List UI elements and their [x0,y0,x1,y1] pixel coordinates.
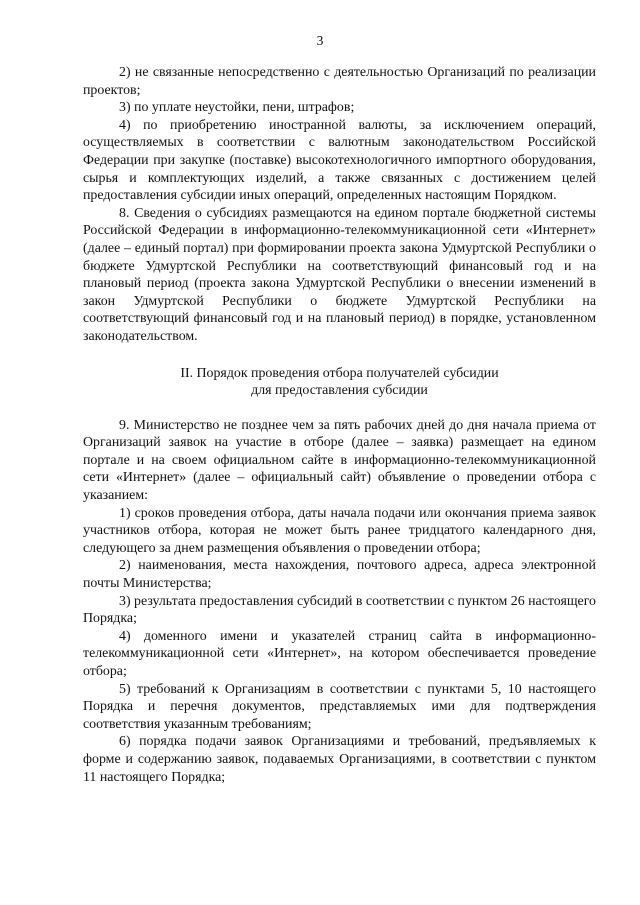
paragraph-item-2: 2) не связанные непосредственно с деятельностью Организаций по реализации проектов; [83,65,596,98]
section-heading [83,365,596,400]
paragraph-item-4: 4) по приобретению иностранной валюты, за исключением операций, осуществляемых в соответствии с валютным законодательством Российской Федерации при закупке (поставке) высокотехнологичного импортного оборудования, сырья и комплектующих изделий, а также связанных с достижением целей предоставления субсидии иных операций, определенных настоящим Порядком. [83,117,596,204]
paragraph-subitem-4: 4) доменного имени и указателей страниц сайта в информационно-телекоммуникационной сети «Интернет», на котором обеспечивается проведение отбора; [83,628,596,679]
paragraph-subitem-1: 1) сроков проведения отбора, даты начала подачи или окончания приема заявок участников отбора, которая не может быть ранее тридцатого календарного дня, следующего за днем размещения объявления о проведении отбора; [83,505,596,556]
section-heading-line-2: для предоставления субсидии [251,383,428,399]
paragraph-item-3: 3) по уплате неустойки, пени, штрафов; [119,100,355,116]
page-number: 3 [316,33,324,48]
paragraph-clause-9: 9. Министерство не позднее чем за пять рабочих дней до дня начала приема от Организаций заявок на участие в отборе (далее – заявка) размещает на едином портале и на своем официальном сайте в информационно-телекоммуникационной сети «Интернет» (далее – официальный сайт) объявление о проведении отбора с указанием: [83,417,596,504]
paragraph-subitem-6: 6) порядка подачи заявок Организациями и требований, предъявляемых к форме и содержанию заявок, подаваемых Организациями, в соответствии с пунктом 11 настоящего Порядка; [83,734,596,785]
paragraph-subitem-2: 2) наименования, места нахождения, почтового адреса, адреса электронной почты Министерства; [83,558,596,592]
section-heading-line-1: II. Порядок проведения отбора получателей субсидии [180,365,499,381]
paragraph-clause-8: 8. Сведения о субсидиях размещаются на едином портале бюджетной системы Российской Федерации в информационно-телекоммуникационной сети «Интернет» (далее – единый портал) при формировании проекта закона Удмуртской Республики о бюджете Удмуртской Республики на соответствующий финансовый год и на плановый период (проекта закона Удмуртской Республики о внесении изменений в закон Удмуртской Республики о бюджете Удмуртской Республики на соответствующий финансовый год и на плановый период) в порядке, установленном законодательством. [83,205,596,344]
paragraph-subitem-5: 5) требований к Организациям в соответствии с пунктами 5, 10 настоящего Порядка и перечня документов, представляемых ими для подтверждения соответствия указанным требованиям; [83,681,596,732]
paragraph-subitem-3: 3) результата предоставления субсидий в соответствии с пунктом 26 настоящего Порядка; [83,593,596,627]
document-body [83,64,596,786]
